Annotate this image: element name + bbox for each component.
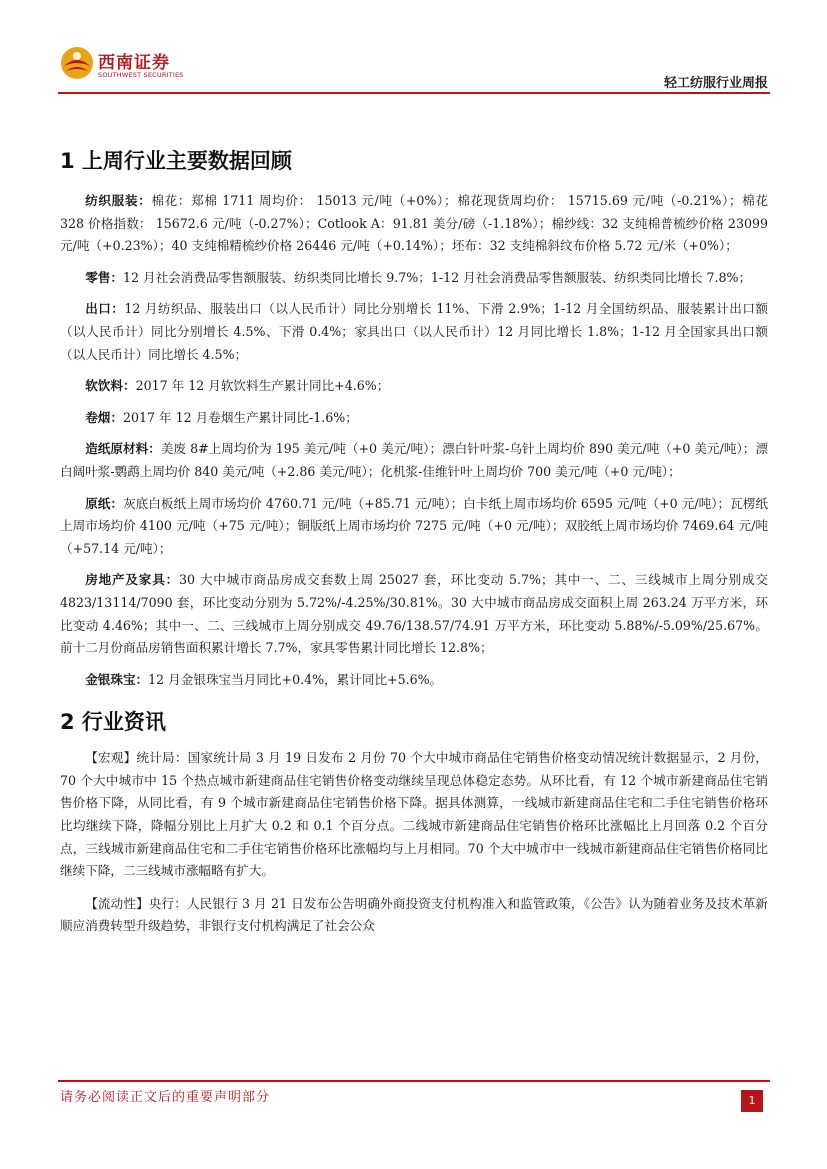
paragraph-label: 卷烟： (85, 409, 123, 425)
paragraph-text: 30 大中城市商品房成交套数上周 25027 套，环比变动 5.7%；其中一、二、三线城市上周分别成交 4823/13114/7090 套，环比变动分别为 5.72%/-4.25%/30.81%。30 大中城市商品房成交面积上周 263.24 万平方米，环比变动 4.46%；其中一、二、三线城市上周分别成交 49.76/138.57/74.91 万平方米，环比变动 5.88%/-5.09%/25.67%。前十二月份商品房销售面积累计增长 7.7%，家具零售累计同比增长 12.8%； (60, 572, 769, 656)
paragraph-text: 2017 年 12 月卷烟生产累计同比-1.6%； (122, 409, 358, 425)
paragraph (60, 407, 768, 430)
paragraph-text: 12 月纺织品、服装出口（以人民币计）同比分别增长 11%、下滑 2.9%；1-12 月全国纺织品、服装累计出口额（以人民币计）同比分别增长 4.5%、下滑 0.4%；家具出口（以人民币计）12 月同比增长 1.8%；1-12 月全国家具出口额（以人民币计）同比增长 4.5%； (60, 301, 768, 362)
paragraph (60, 375, 768, 398)
paragraph-text: 美废 8#上周均价为 195 美元/吨（+0 美元/吨）；漂白针叶浆-乌针上周均价 890 美元/吨（+0 美元/吨）；漂白阔叶浆-鹦鹉上周均价 840 美元/吨（+2.86 美元/吨）；化机浆-佳维针叶上周均价 700 美元/吨（+0 元/吨）； (60, 441, 768, 479)
paragraph (60, 438, 768, 483)
report-type: 轻工纺服行业周报 (663, 76, 768, 91)
paragraph (60, 267, 768, 290)
paragraph-label: 金银珠宝： (85, 671, 149, 687)
paragraph-text: 棉花：郑棉 1711 周均价： 15013 元/吨（+0%）；棉花现货周均价： 15715.69 元/吨（-0.21%）；棉花 328 价格指数： 15672.6 元/吨（-0.27%）；Cotlook A：91.81 美分/磅（-1.18%）；棉纱线：32 支纯棉普梳纱价格 23099 元/吨（+0.23%）；40 支纯棉精梳纱价格 26446 元/吨（+0.14%）；坯布：32 支纯棉斜纹布价格 5.72 元/米（+0%）； (60, 193, 769, 254)
header-divider (58, 92, 770, 94)
logo-english-name: SOUTHWEST SECURITIES (98, 71, 184, 79)
footer-divider (58, 1080, 770, 1082)
page-header (58, 38, 770, 94)
paragraph (60, 747, 768, 883)
paragraph-label: 【流动性】 (85, 895, 149, 911)
paragraph-text: 12 月社会消费品零售额服装、纺织类同比增长 9.7%；1-12 月社会消费品零售额服装、纺织类同比增长 7.8%； (122, 269, 752, 285)
paragraph-text: 灰底白板纸上周市场均价 4760.71 元/吨（+85.71 元/吨）；白卡纸上周市场均价 6595 元/吨（+0 元/吨）；瓦楞纸上周市场均价 4100 元/吨（+75 元/吨）；铜版纸上周市场均价 7275 元/吨（+0 元/吨）；双胶纸上周市场均价 7469.64 元/吨（+57.14 元/吨）； (60, 495, 768, 556)
section-1-body (60, 190, 768, 691)
paragraph-label: 原纸： (85, 495, 124, 511)
paragraph (60, 190, 768, 258)
section-1-title: 1 上周行业主要数据回顾 (60, 149, 292, 173)
disclaimer-note: 请务必阅读正文后的重要声明部分 (60, 1090, 271, 1105)
paragraph (60, 669, 768, 692)
paragraph-label: 零售： (85, 269, 123, 285)
main-content (60, 146, 768, 938)
paragraph (60, 298, 768, 366)
paragraph-label: 出口： (85, 301, 125, 317)
paragraph-label: 【宏观】 (85, 750, 137, 766)
sun-logo-icon (60, 46, 94, 80)
paragraph-text: 2017 年 12 月软饮料生产累计同比+4.6%； (135, 378, 390, 394)
paragraph-text: 央行：人民银行 3 月 21 日发布公告明确外商投资支付机构准入和监管政策，《公告》认为随着业务及技术革新顺应消费转型升级趋势，非银行支付机构满足了社会公众 (60, 895, 768, 934)
paragraph (60, 569, 768, 659)
paragraph-label: 软饮料： (85, 378, 136, 394)
paragraph (60, 493, 768, 561)
section-2-body (60, 747, 768, 938)
paragraph-label: 纺织服装： (85, 193, 152, 208)
company-logo (58, 44, 184, 84)
section-2-title: 2 行业资讯 (60, 710, 166, 735)
logo-chinese-name: 西南证券 (98, 53, 170, 73)
page-number: 1 (741, 1090, 763, 1112)
paragraph-text: 统计局：国家统计局 3 月 19 日发布 2 月份 70 个大中城市商品住宅销售价格变动情况统计数据显示，2 月份，70 个大中城市中 15 个热点城市新建商品住宅销售价格变动继续呈现总体稳定态势。从环比看，有 12 个城市新建商品住宅销售价格下降，从同比看，有 9 个城市新建商品住宅销售价格下降。据具体测算，一线城市新建商品住宅和二手住宅销售价格环比均继续下降，降幅分别比上月扩大 0.2 和 0.1 个百分点。二线城市新建商品住宅销售价格环比涨幅比上月回落 0.2 个百分点，三线城市新建商品住宅和二手住宅销售价格环比涨幅均与上月相同。70 个大中城市中一线城市新建商品住宅销售价格同比继续下降，二三线城市涨幅略有扩大。 (60, 750, 768, 879)
paragraph-label: 房地产及家具： (85, 572, 180, 588)
paragraph-text: 12 月金银珠宝当月同比+0.4%，累计同比+5.6%。 (148, 671, 443, 687)
paragraph (60, 893, 768, 938)
paragraph-label: 造纸原材料： (85, 441, 161, 457)
